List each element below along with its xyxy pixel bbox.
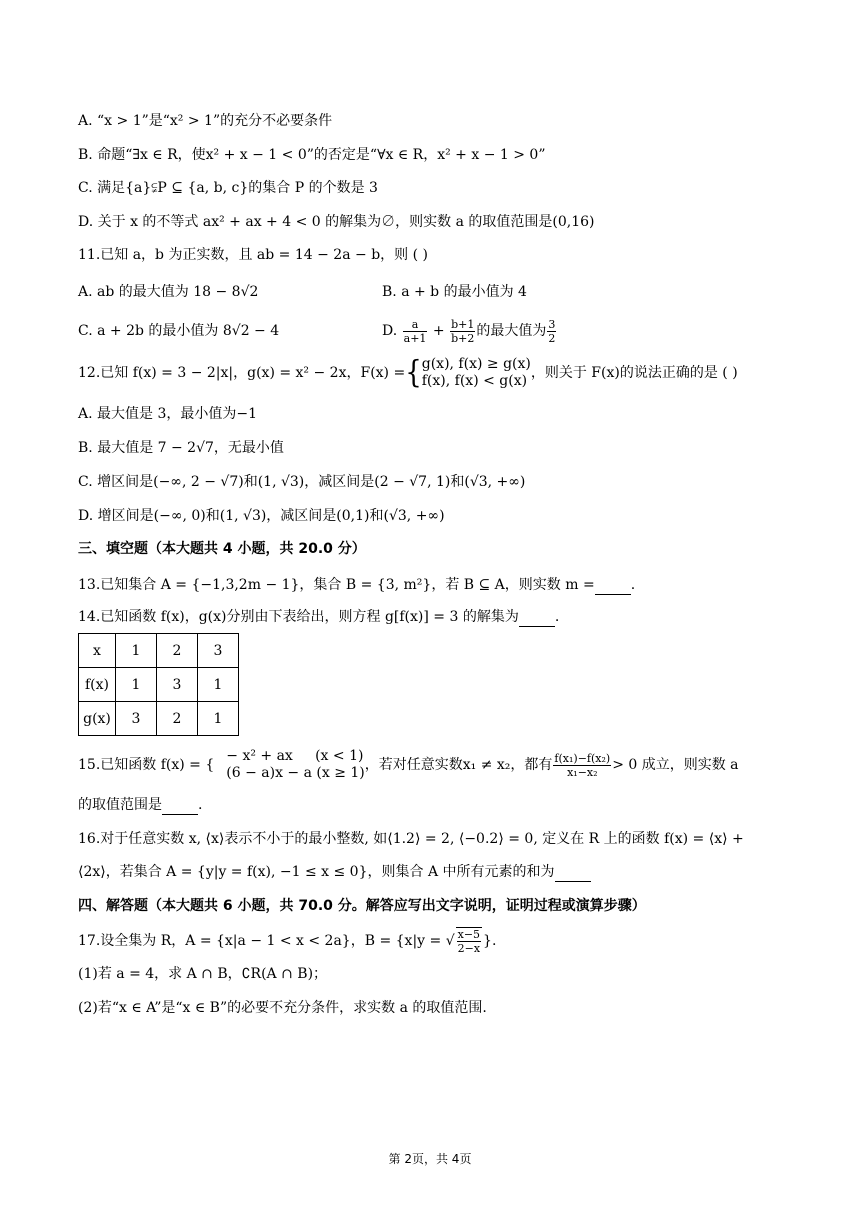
table-cell: g(x) (79, 702, 116, 736)
q13 (78, 575, 635, 595)
q17-frac-num: x−5 (457, 928, 481, 941)
q17-stem-suffix: }. (483, 933, 497, 949)
section-4-heading: 四、解答题（本大题共 6 小题，共 70.0 分。解答应写出文字说明，证明过程或演算步骤） (78, 898, 646, 914)
q12-brace: { (405, 355, 422, 391)
q11-plus: + (432, 323, 445, 339)
q17-part-2: (2)若“x ∈ A”是“x ∈ B”的必要不充分条件，求实数 a 的取值范围. (78, 1000, 487, 1016)
q15-line-2-text: 的取值范围是 (78, 797, 162, 813)
q15-frac-den: x₁−x₂ (567, 765, 598, 779)
table-row (79, 702, 239, 736)
q10-option-c: C. 满足{a}⫋P ⊆ {a, b, c}的集合 P 的个数是 3 (78, 180, 378, 196)
table-row (79, 634, 239, 668)
q16-answer-blank[interactable] (555, 867, 591, 882)
q14-answer-blank[interactable] (519, 612, 555, 627)
table-cell: 3 (116, 702, 157, 736)
q16-line-2-text: ⟨2x⟩，若集合 A = {y|y = f(x), −1 ≤ x ≤ 0}，则集合 A 中所有元素的和为 (78, 864, 555, 880)
q16-line-2 (78, 862, 591, 882)
q11-option-a: A. ab 的最大值为 18 − 8√2 (78, 284, 259, 300)
q11-frac-1 (403, 318, 428, 345)
q11-frac-1-den: a+1 (403, 331, 427, 345)
q11-option-d (382, 316, 557, 346)
q15-frac (553, 752, 611, 779)
table-cell: 1 (116, 634, 157, 668)
q17-stem (78, 926, 496, 956)
table-row (79, 668, 239, 702)
q14-end: . (554, 609, 560, 625)
q15-case-1: − x² + ax (x < 1) (226, 748, 364, 764)
table-cell: 1 (198, 702, 239, 736)
table-cell: f(x) (79, 668, 116, 702)
table-cell: 3 (198, 634, 239, 668)
q17-stem-prefix: 17.设全集为 R，A = {x|a − 1 < x < 2a}，B = {x|y = √ (78, 933, 455, 949)
q13-answer-blank[interactable] (595, 580, 631, 595)
q13-text: 13.已知集合 A = {−1,3,2m − 1}，集合 B = {3, m²}，若 B ⊆ A，则实数 m = (78, 577, 595, 593)
q13-end: . (630, 577, 636, 593)
q12-cases (422, 356, 531, 390)
q11-frac-3-den: 2 (548, 331, 556, 345)
q17-frac (456, 927, 482, 955)
q14 (78, 607, 559, 627)
q17-frac-den: 2−x (457, 942, 481, 955)
q11-frac-2-den: b+2 (451, 331, 475, 345)
q12-option-a: A. 最大值是 3，最小值为−1 (78, 406, 258, 422)
q15-line-1 (78, 745, 739, 785)
q15-case-2: (6 − a)x − a (x ≥ 1) (226, 765, 365, 781)
section-3-heading: 三、填空题（本大题共 4 小题，共 20.0 分） (78, 541, 366, 557)
q12-option-b: B. 最大值是 7 − 2√7，无最小值 (78, 440, 284, 456)
q12-option-c: C. 增区间是(−∞, 2 − √7)和(1, √3)，减区间是(2 − √7, 1)和(√3, +∞) (78, 474, 526, 490)
q11-frac-2 (450, 318, 475, 345)
q11-frac-2-num: b+1 (451, 317, 475, 331)
q15-line-2-end: . (198, 797, 203, 813)
function-value-table (78, 633, 239, 736)
q12-stem-prefix: 12.已知 f(x) = 3 − 2|x|，g(x) = x² − 2x，F(x) = (78, 365, 406, 381)
page-footer: 第 2页，共 4页 (388, 1152, 472, 1166)
q10-option-b: B. 命题“∃x ∈ R，使x² + x − 1 < 0”的否定是“∀x ∈ R，x² + x − 1 > 0” (78, 147, 546, 163)
q10-option-d: D. 关于 x 的不等式 ax² + ax + 4 < 0 的解集为∅，则实数 a 的取值范围是(0,16) (78, 214, 595, 230)
table-cell: 2 (157, 634, 198, 668)
q12-case-2: f(x), f(x) < g(x) (421, 373, 528, 389)
q10-option-a: A. “x > 1”是“x² > 1”的充分不必要条件 (78, 113, 333, 129)
q12-stem (78, 355, 738, 391)
table-cell: x (79, 634, 116, 668)
q11-frac-3 (547, 318, 556, 345)
q17-part-1: (1)若 a = 4，求 A ∩ B，∁R(A ∩ B)； (78, 966, 328, 982)
table-cell: 1 (116, 668, 157, 702)
q11-frac-3-num: 3 (548, 317, 556, 331)
q15-frac-num: f(x₁)−f(x₂) (554, 751, 611, 765)
q11-option-b: B. a + b 的最小值为 4 (382, 284, 527, 300)
table-cell: 1 (198, 668, 239, 702)
q11-stem: 11.已知 a，b 为正实数，且 ab = 14 − 2a − b，则 ( ) (78, 247, 428, 263)
q11-frac-1-num: a (403, 318, 428, 332)
q15-line-2 (78, 795, 202, 815)
table-cell: 3 (157, 668, 198, 702)
q11-option-d-text: 的最大值为 (476, 323, 547, 339)
q12-option-d: D. 增区间是(−∞, 0)和(1, √3)，减区间是(0,1)和(√3, +∞) (78, 508, 445, 524)
q15-mid: ，若对任意实数x₁ ≠ x₂，都有 (364, 757, 553, 773)
q14-text: 14.已知函数 f(x)，g(x)分别由下表给出，则方程 g[f(x)] = 3 的解集为 (78, 609, 519, 625)
q15-cases (226, 748, 365, 782)
table-cell: 2 (157, 702, 198, 736)
q11-option-c: C. a + 2b 的最小值为 8√2 − 4 (78, 323, 280, 339)
q15-suffix: > 0 成立，则实数 a (612, 757, 739, 773)
q11-option-d-label: D. (382, 323, 398, 339)
q16-line-1: 16.对于任意实数 x, ⟨x⟩表示不小于的最小整数, 如⟨1.2⟩ = 2, ⟨−0.2⟩ = 0, 定义在 R 上的函数 f(x) = ⟨x⟩ + (78, 831, 744, 847)
q15-answer-blank[interactable] (162, 800, 198, 815)
q15-prefix: 15.已知函数 f(x) = { (78, 757, 215, 773)
q12-stem-suffix: ，则关于 F(x)的说法正确的是 ( ) (530, 365, 738, 381)
q12-case-1: g(x), f(x) ≥ g(x) (421, 356, 531, 372)
